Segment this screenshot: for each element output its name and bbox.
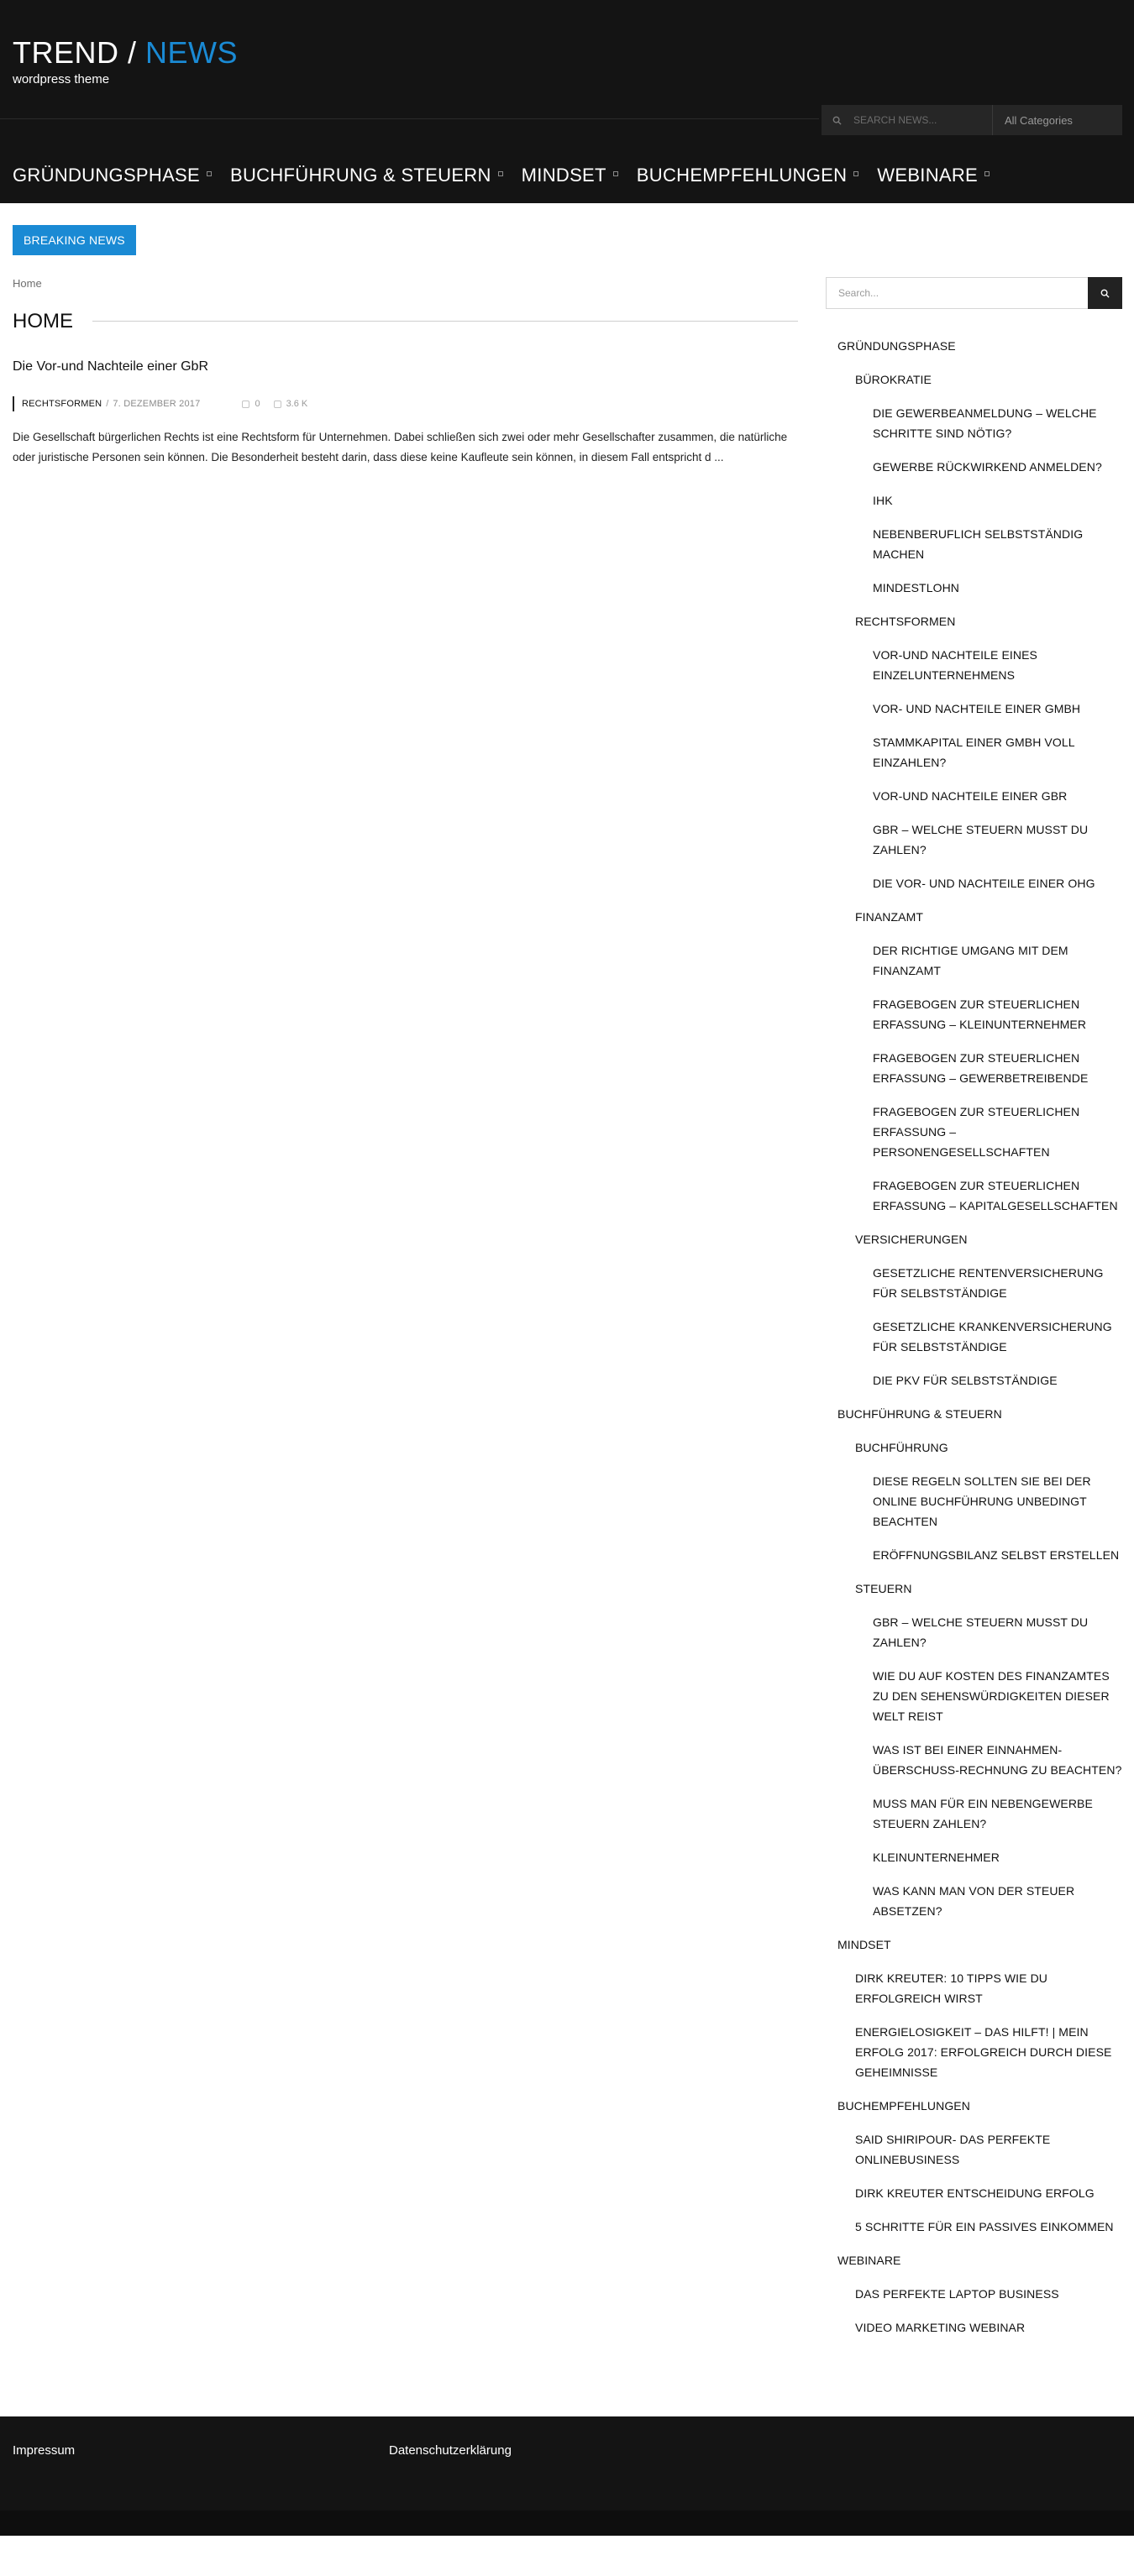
sidebar-category-item[interactable]: WEBINARE xyxy=(837,2254,901,2267)
sidebar-category-item[interactable]: GBR – WELCHE STEUERN MUSST DU ZAHLEN? xyxy=(873,1615,1089,1649)
sidebar-category-item[interactable]: MINDESTLOHN xyxy=(873,581,959,594)
nav-item-buchempfehlungen[interactable] xyxy=(637,165,859,186)
footer-link-impressum[interactable]: Impressum xyxy=(13,2443,76,2458)
sidebar-category-item[interactable]: DIE GEWERBEANMELDUNG – WELCHE SCHRITTE SIND NÖTIG? xyxy=(873,406,1097,440)
header-search-bar xyxy=(822,105,1122,135)
sidebar-category-item[interactable]: VOR-UND NACHTEILE EINES EINZELUNTERNEHMENS xyxy=(873,648,1037,682)
chevron-down-icon xyxy=(853,171,858,176)
post-meta xyxy=(13,396,307,411)
sidebar-category-item[interactable]: DAS PERFEKTE LAPTOP BUSINESS xyxy=(855,2287,1059,2301)
chevron-down-icon xyxy=(207,171,212,176)
comment-icon xyxy=(242,401,249,408)
search-icon xyxy=(1100,289,1110,298)
nav-item-label: BUCHFÜHRUNG & STEUERN xyxy=(230,165,491,186)
sidebar-category-item[interactable]: BUCHFÜHRUNG & STEUERN xyxy=(837,1407,1002,1421)
sidebar-category-item[interactable]: DIRK KREUTER: 10 TIPPS WIE DU ERFOLGREICH WIRST xyxy=(855,1971,1048,2005)
sidebar-category-item[interactable]: DIRK KREUTER ENTSCHEIDUNG ERFOLG xyxy=(855,2186,1095,2200)
search-icon[interactable] xyxy=(822,105,852,135)
sidebar-category-item[interactable]: NEBENBERUFLICH SELBSTSTÄNDIG MACHEN xyxy=(873,527,1084,561)
footer-link-datenschutz[interactable]: Datenschutzerklärung xyxy=(389,2443,512,2458)
sidebar-category-item[interactable]: VERSICHERUNGEN xyxy=(855,1233,968,1246)
post-title-link[interactable]: Die Vor-und Nachteile einer GbR xyxy=(13,359,209,374)
nav-item-buchfuehrung-steuern[interactable] xyxy=(230,165,503,186)
sidebar-category-item[interactable]: IHK xyxy=(873,494,893,507)
site-logo[interactable] xyxy=(13,35,238,86)
eye-icon xyxy=(274,401,281,408)
sidebar-category-item[interactable]: RECHTSFORMEN xyxy=(855,615,956,628)
logo-title-main: TREND / xyxy=(13,35,146,70)
post-category-link[interactable]: RECHTSFORMEN xyxy=(22,399,102,409)
nav-item-label: MINDSET xyxy=(521,165,606,186)
nav-item-webinare[interactable] xyxy=(877,165,990,186)
sidebar-category-item[interactable]: ERÖFFNUNGSBILANZ SELBST ERSTELLEN xyxy=(873,1548,1120,1562)
sidebar-category-item[interactable]: BÜROKRATIE xyxy=(855,373,932,386)
chevron-down-icon xyxy=(498,171,503,176)
page-title: HOME xyxy=(13,310,73,332)
comment-count-value: 0 xyxy=(255,399,260,409)
meta-accent-bar xyxy=(13,396,14,411)
post-excerpt: Die Gesellschaft bürgerlichen Rechts ist eine Rechtsform für Unternehmen. Dabei schließen sich zwei oder mehr Gesellschafter zusammen, die natürliche oder juristische Personen sein können. Die Besonderheit besteht darin, dass diese keine Kaufleute sein können, in diesem Fall entspricht d ... xyxy=(13,431,788,463)
sidebar-category-item[interactable]: MINDSET xyxy=(837,1938,891,1951)
sidebar-category-item[interactable]: WAS KANN MAN VON DER STEUER ABSETZEN? xyxy=(873,1884,1075,1918)
nav-item-label: WEBINARE xyxy=(877,165,979,186)
sidebar-category-item[interactable]: BUCHEMPFEHLUNGEN xyxy=(837,2099,970,2113)
view-count-value: 3.6 K xyxy=(286,399,308,409)
site-header xyxy=(0,0,1134,203)
sidebar-category-item[interactable]: 5 SCHRITTE FÜR EIN PASSIVES EINKOMMEN xyxy=(855,2220,1114,2233)
chevron-down-icon xyxy=(984,171,990,176)
sidebar-category-item[interactable]: GRÜNDUNGSPHASE xyxy=(837,339,956,353)
chevron-down-icon xyxy=(613,171,618,176)
nav-item-label: GRÜNDUNGSPHASE xyxy=(13,165,201,186)
footer-bottom-bar xyxy=(0,2511,1134,2536)
sidebar-search-button[interactable] xyxy=(1088,277,1122,309)
sidebar-category-item[interactable]: VIDEO MARKETING WEBINAR xyxy=(855,2321,1026,2334)
site-footer xyxy=(0,2416,1134,2511)
sidebar-category-item[interactable]: SAID SHIRIPOUR- DAS PERFEKTE ONLINEBUSINESS xyxy=(855,2133,1051,2166)
header-divider xyxy=(0,118,819,119)
nav-item-gruendungsphase[interactable] xyxy=(13,165,212,186)
sidebar-category-item[interactable]: DIE PKV FÜR SELBSTSTÄNDIGE xyxy=(873,1374,1058,1387)
sidebar-category-item[interactable]: DIE VOR- UND NACHTEILE EINER OHG xyxy=(873,877,1095,890)
sidebar-category-item[interactable]: GESETZLICHE KRANKENVERSICHERUNG FÜR SELBSTSTÄNDIGE xyxy=(873,1320,1112,1353)
title-divider xyxy=(92,321,798,322)
nav-item-label: BUCHEMPFEHLUNGEN xyxy=(636,165,848,186)
post-date: 7. DEZEMBER 2017 xyxy=(113,399,201,409)
sidebar-category-item[interactable]: DER RICHTIGE UMGANG MIT DEM FINANZAMT xyxy=(873,944,1068,977)
sidebar-category-item[interactable]: FRAGEBOGEN ZUR STEUERLICHEN ERFASSUNG – GEWERBETREIBENDE xyxy=(873,1051,1089,1085)
sidebar-category-item[interactable]: GESETZLICHE RENTENVERSICHERUNG FÜR SELBSTSTÄNDIGE xyxy=(873,1266,1104,1300)
sidebar-category-item[interactable]: GEWERBE RÜCKWIRKEND ANMELDEN? xyxy=(873,460,1102,474)
sidebar-search xyxy=(826,277,1122,309)
sidebar-category-item[interactable]: STAMMKAPITAL EINER GMBH VOLL EINZAHLEN? xyxy=(873,736,1075,769)
main-nav xyxy=(13,165,1008,186)
sidebar-category-item[interactable]: GBR – WELCHE STEUERN MUSST DU ZAHLEN? xyxy=(873,823,1089,856)
sidebar-category-item[interactable]: DIESE REGELN SOLLTEN SIE BEI DER ONLINE BUCHFÜHRUNG UNBEDINGT BEACHTEN xyxy=(873,1474,1091,1528)
view-count xyxy=(274,399,308,409)
comment-count[interactable] xyxy=(242,399,260,409)
logo-subtitle: wordpress theme xyxy=(13,72,110,86)
sidebar-category-item[interactable]: WIE DU AUF KOSTEN DES FINANZAMTES ZU DEN SEHENSWÜRDIGKEITEN DIESER WELT REIST xyxy=(873,1669,1110,1723)
sidebar-search-input[interactable]: Search... xyxy=(826,277,1088,309)
sidebar-category-item[interactable]: VOR-UND NACHTEILE EINER GBR xyxy=(873,789,1068,803)
logo-title xyxy=(13,35,238,71)
sidebar-category-item[interactable]: FRAGEBOGEN ZUR STEUERLICHEN ERFASSUNG – PERSONENGESELLSCHAFTEN xyxy=(873,1105,1080,1159)
sidebar-category-item[interactable]: KLEINUNTERNEHMER xyxy=(873,1851,1000,1864)
meta-separator: / xyxy=(106,399,109,409)
sidebar-category-item[interactable]: FRAGEBOGEN ZUR STEUERLICHEN ERFASSUNG – KLEINUNTERNEHMER xyxy=(873,997,1087,1031)
category-tree xyxy=(837,336,1123,2351)
category-select[interactable]: All Categories xyxy=(1005,113,1073,127)
logo-title-accent: NEWS xyxy=(145,35,239,70)
sidebar-category-item[interactable]: ENERGIELOSIGKEIT – DAS HILFT! | MEIN ERFOLG 2017: ERFOLGREICH DURCH DIESE GEHEIMNISSE xyxy=(855,2025,1112,2079)
sidebar-category-item[interactable]: FRAGEBOGEN ZUR STEUERLICHEN ERFASSUNG – KAPITALGESELLSCHAFTEN xyxy=(873,1179,1118,1212)
nav-item-mindset[interactable] xyxy=(522,165,618,186)
sidebar-category-item[interactable]: STEUERN xyxy=(855,1582,912,1595)
breadcrumb[interactable]: Home xyxy=(13,277,42,290)
breaking-news-label[interactable]: BREAKING NEWS xyxy=(13,225,136,255)
sidebar-category-item[interactable]: MUSS MAN FÜR EIN NEBENGEWERBE STEUERN ZAHLEN? xyxy=(873,1797,1093,1830)
sidebar-category-item[interactable]: BUCHFÜHRUNG xyxy=(855,1441,948,1454)
sidebar-category-item[interactable]: WAS IST BEI EINER EINNAHMEN-ÜBERSCHUSS-RECHNUNG ZU BEACHTEN? xyxy=(873,1743,1122,1777)
sidebar-category-item[interactable]: VOR- UND NACHTEILE EINER GMBH xyxy=(873,702,1081,715)
header-search-input[interactable]: SEARCH NEWS... xyxy=(852,105,993,135)
sidebar-category-item[interactable]: FINANZAMT xyxy=(855,910,924,924)
